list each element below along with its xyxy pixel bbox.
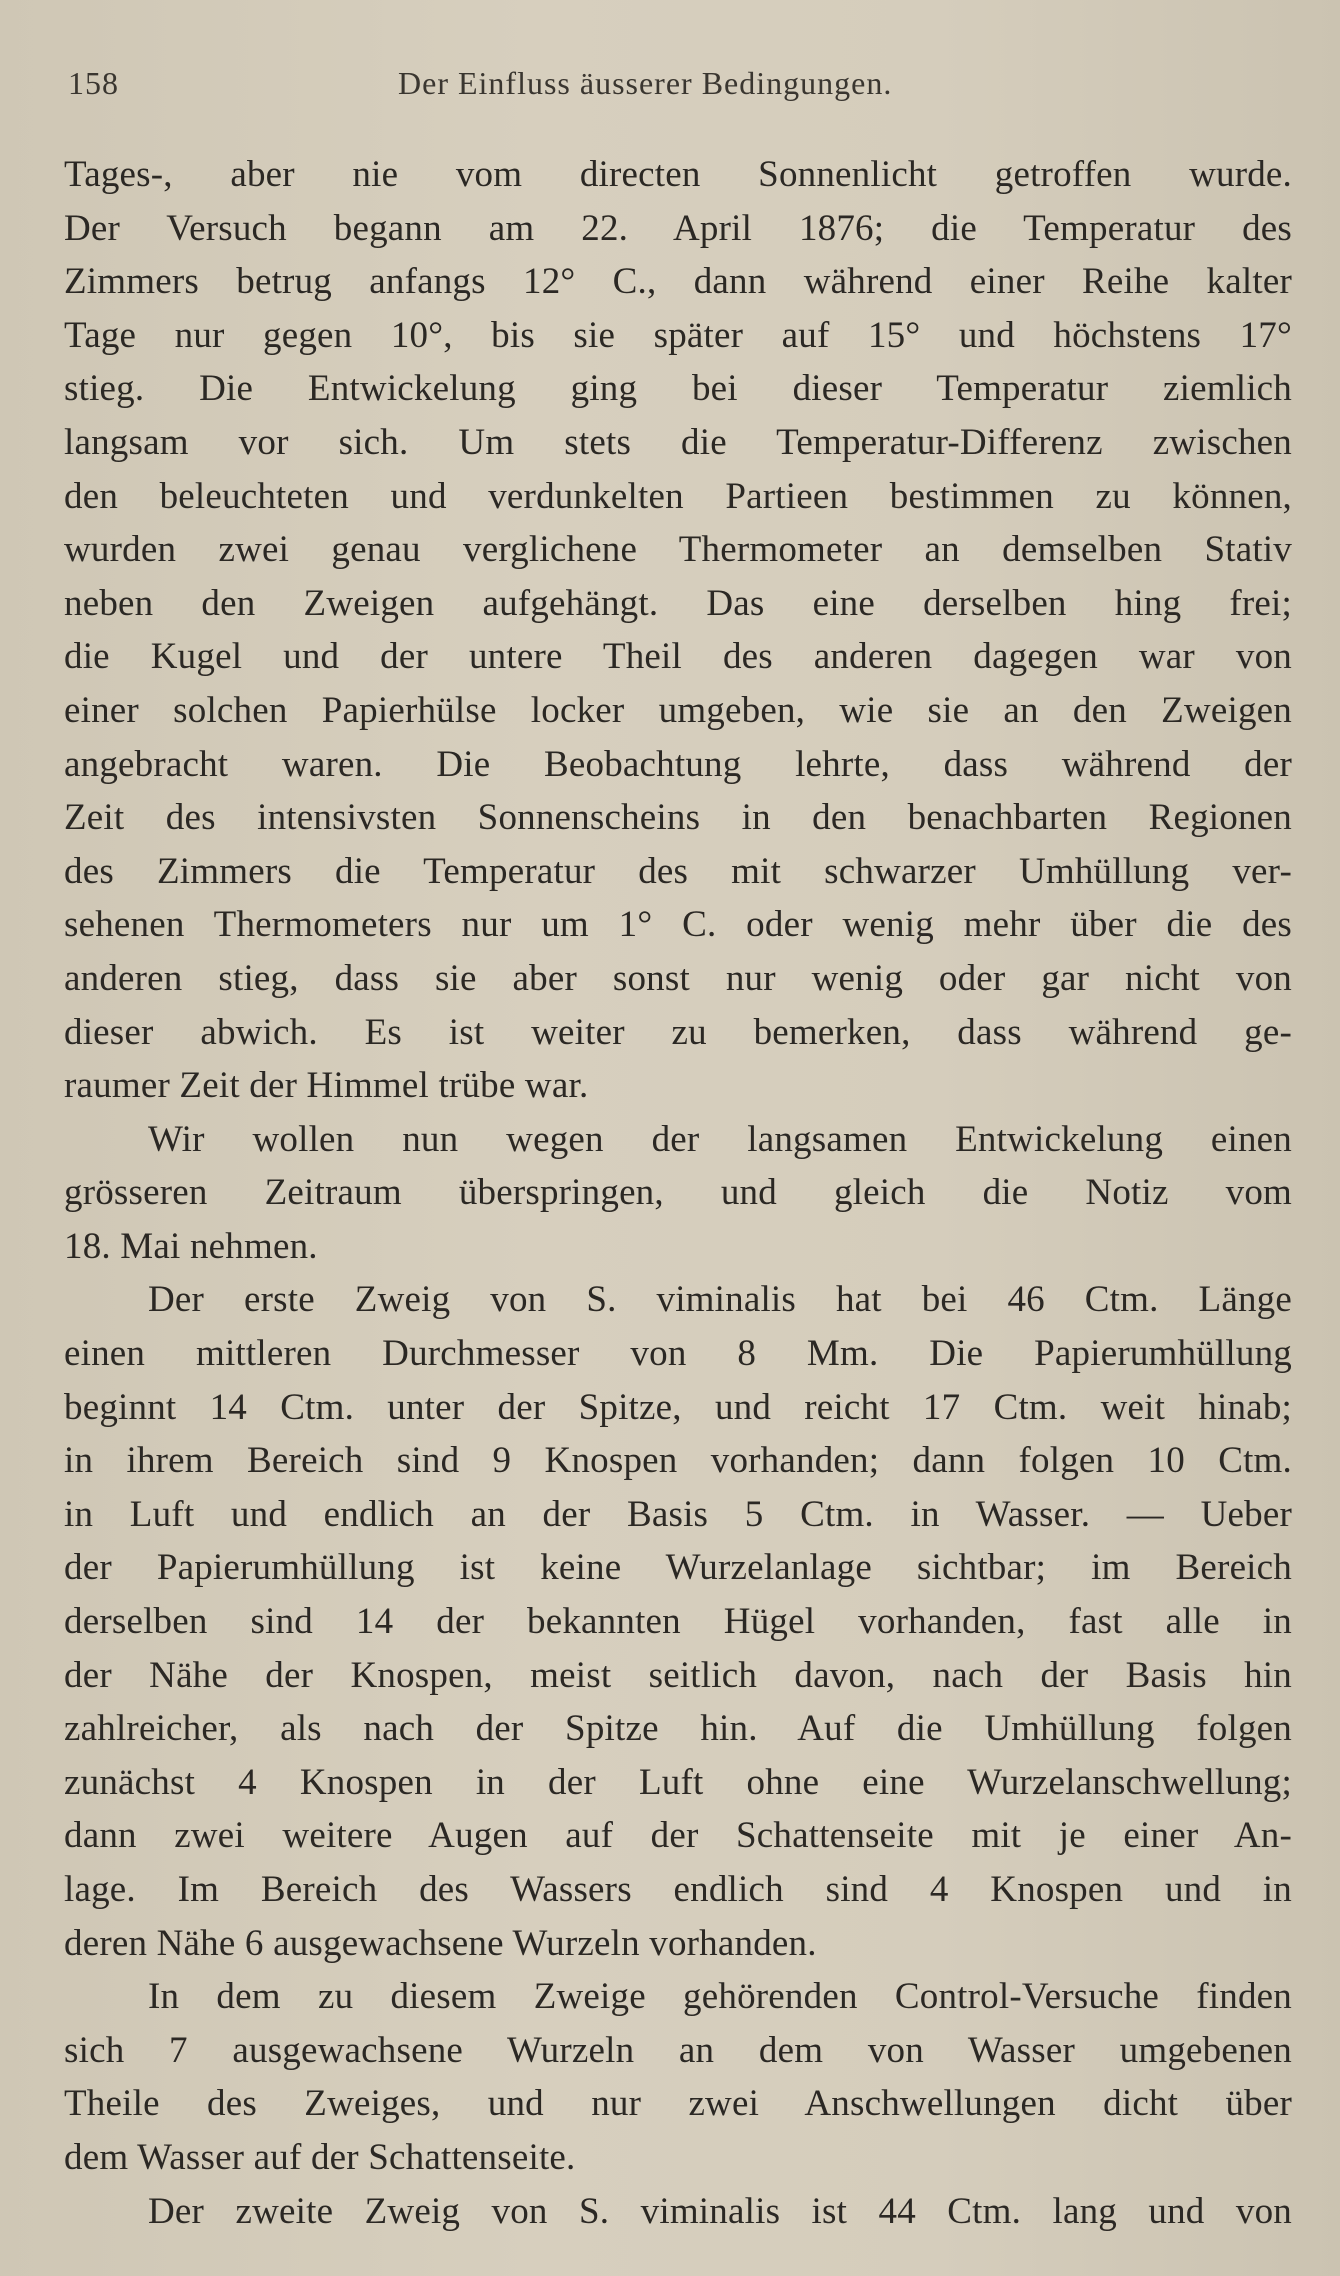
body-text [64,148,1292,2238]
text-line: beginnt 14 Ctm. unter der Spitze, und reicht 17 Ctm. weit hinab; [64,1386,1292,1428]
page-header [68,58,1280,108]
text-line: stieg. Die Entwickelung ging bei dieser Temperatur ziemlich [64,368,1292,410]
text-line: lage. Im Bereich des Wassers endlich sind 4 Knospen und in [64,1869,1292,1910]
text-line: langsam vor sich. Um stets die Temperatur-Differenz zwischen [64,421,1292,463]
text-line: Theile des Zweiges, und nur zwei Anschwellungen dicht über [64,2083,1292,2125]
paragraph-end-line: deren Nähe 6 ausgewachsene Wurzeln vorhanden. [64,1922,817,1964]
paragraph-start-line: In dem zu diesem Zweige gehörenden Control-Versuche finden [148,1976,1292,2018]
text-line: in Luft und endlich an der Basis 5 Ctm. in Wasser. — Ueber [64,1493,1292,1535]
text-line: neben den Zweigen aufgehängt. Das eine derselben hing frei; [64,582,1292,624]
text-line: die Kugel und der untere Theil des anderen dagegen war von [64,636,1292,678]
running-head: Der Einfluss äusserer Bedingungen. [398,65,893,101]
text-line: anderen stieg, dass sie aber sonst nur wenig oder gar nicht von [64,957,1292,999]
text-line: grösseren Zeitraum überspringen, und gleich die Notiz vom [64,1172,1292,1214]
text-line: derselben sind 14 der bekannten Hügel vorhanden, fast alle in [64,1601,1292,1643]
paragraph-start-line: Wir wollen nun wegen der langsamen Entwickelung einen [148,1118,1292,1160]
text-line: Tages-, aber nie vom directen Sonnenlicht getroffen wurde. [64,154,1292,195]
text-line: zahlreicher, als nach der Spitze hin. Auf die Umhüllung folgen [64,1708,1292,1750]
text-line: einer solchen Papierhülse locker umgeben, wie sie an den Zweigen [64,689,1292,731]
text-line: Tage nur gegen 10°, bis sie später auf 15° und höchstens 17° [64,314,1292,356]
paragraph-end-line: 18. Mai nehmen. [64,1225,318,1267]
text-line: sehenen Thermometers nur um 1° C. oder wenig mehr über die des [64,904,1292,946]
text-line: Der Versuch begann am 22. April 1876; die Temperatur des [64,207,1292,249]
paragraph-end-line: raumer Zeit der Himmel trübe war. [64,1065,589,1107]
text-line: dieser abwich. Es ist weiter zu bemerken, dass während ge- [64,1011,1292,1053]
text-line: sich 7 ausgewachsene Wurzeln an dem von Wasser umgebenen [64,2029,1292,2071]
text-line: angebracht waren. Die Beobachtung lehrte, dass während der [64,743,1292,785]
text-line: Zeit des intensivsten Sonnenscheins in den benachbarten Regionen [64,797,1292,839]
text-line: in ihrem Bereich sind 9 Knospen vorhanden; dann folgen 10 Ctm. [64,1440,1292,1482]
text-line: der Nähe der Knospen, meist seitlich davon, nach der Basis hin [64,1654,1292,1696]
page-number: 158 [68,65,119,101]
text-line: der Papierumhüllung ist keine Wurzelanlage sichtbar; im Bereich [64,1547,1292,1589]
text-line: zunächst 4 Knospen in der Luft ohne eine Wurzelanschwellung; [64,1761,1292,1803]
text-line: wurden zwei genau verglichene Thermometer an demselben Stativ [64,529,1292,571]
text-line: den beleuchteten und verdunkelten Partieen bestimmen zu können, [64,475,1292,517]
text-line: einen mittleren Durchmesser von 8 Mm. Die Papierumhüllung [64,1333,1292,1375]
paragraph-start-line: Der erste Zweig von S. viminalis hat bei 46 Ctm. Länge [148,1279,1292,1321]
text-line: des Zimmers die Temperatur des mit schwarzer Umhüllung ver- [64,850,1292,892]
paragraph-end-line: dem Wasser auf der Schattenseite. [64,2136,576,2178]
text-line: dann zwei weitere Augen auf der Schattenseite mit je einer An- [64,1815,1292,1857]
text-line: Zimmers betrug anfangs 12° C., dann während einer Reihe kalter [64,261,1292,303]
paragraph-start-line: Der zweite Zweig von S. viminalis ist 44 Ctm. lang und von [148,2190,1292,2232]
